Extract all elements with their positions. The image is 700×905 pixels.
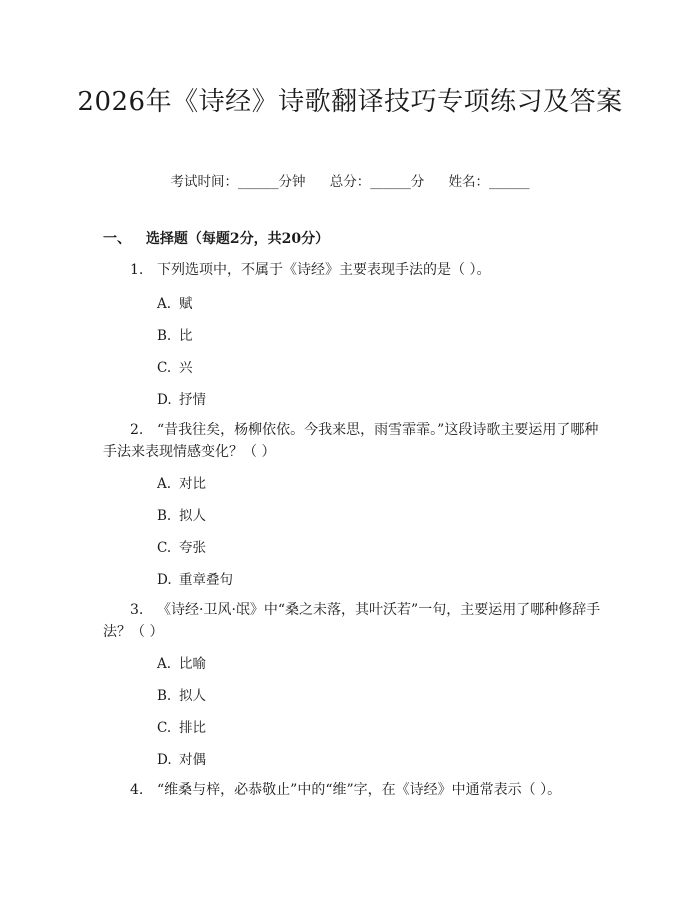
section-heading — [103, 228, 329, 248]
option-letter: A. — [157, 656, 172, 672]
question-3-option-d — [157, 748, 206, 768]
question-2-option-a — [157, 472, 206, 492]
option-letter: B. — [157, 508, 172, 524]
question-1-option-d — [157, 388, 206, 408]
option-letter: D. — [157, 572, 172, 588]
question-1-option-c — [157, 356, 193, 376]
option-text: 兴 — [179, 360, 193, 376]
question-3 — [103, 599, 603, 643]
question-3-option-c — [157, 716, 206, 736]
page-title: 2026年《诗经》诗歌翻译技巧专项练习及答案 — [77, 87, 623, 117]
question-1-option-a — [157, 292, 193, 312]
option-letter: D. — [157, 392, 172, 408]
option-text: 夸张 — [179, 540, 206, 556]
question-2-option-b — [157, 504, 206, 524]
option-letter: B. — [157, 328, 172, 344]
option-text: 对比 — [179, 476, 206, 492]
option-letter: A. — [157, 296, 172, 312]
question-number: 2. — [130, 422, 144, 438]
option-letter: C. — [157, 540, 172, 556]
question-2-option-c — [157, 536, 206, 556]
exam-meta — [0, 170, 700, 190]
option-text: 对偶 — [179, 752, 206, 768]
question-1 — [103, 259, 603, 281]
section-number: 一、 — [103, 231, 131, 247]
option-letter: C. — [157, 360, 172, 376]
option-text: 排比 — [179, 720, 206, 736]
option-text: 重章叠句 — [179, 572, 233, 588]
question-text: “维桑与梓，必恭敬止”中的“维”字，在《诗经》中通常表示（ ）。 — [157, 782, 562, 798]
section-label: 选择题（每题2分，共20分） — [145, 231, 330, 247]
option-letter: B. — [157, 688, 172, 704]
question-3-option-b — [157, 684, 206, 704]
exam-time: 考试时间：______分钟 — [170, 174, 306, 190]
question-text: 下列选项中，不属于《诗经》主要表现手法的是（ ）。 — [157, 262, 491, 278]
option-text: 抒情 — [179, 392, 206, 408]
question-number: 1. — [130, 262, 144, 278]
option-letter: C. — [157, 720, 172, 736]
total-score: 总分：______分 — [329, 174, 425, 190]
option-text: 拟人 — [179, 508, 206, 524]
question-number: 3. — [130, 602, 144, 618]
question-text: 《诗经·卫风·氓》中“桑之未落，其叶沃若”一句，主要运用了哪种修辞手法？（ ） — [103, 602, 601, 640]
option-text: 拟人 — [179, 688, 206, 704]
question-2-option-d — [157, 568, 233, 588]
student-name: 姓名：______ — [448, 174, 530, 190]
question-2 — [103, 419, 603, 463]
option-letter: D. — [157, 752, 172, 768]
question-4 — [103, 779, 603, 801]
question-1-option-b — [157, 324, 193, 344]
question-number: 4. — [130, 782, 144, 798]
option-text: 比喻 — [179, 656, 206, 672]
option-text: 赋 — [179, 296, 193, 312]
option-letter: A. — [157, 476, 172, 492]
option-text: 比 — [179, 328, 193, 344]
question-text: “昔我往矣，杨柳依依。今我来思，雨雪霏霏。”这段诗歌主要运用了哪种手法来表现情感变化？（ ） — [103, 422, 599, 460]
question-3-option-a — [157, 652, 206, 672]
